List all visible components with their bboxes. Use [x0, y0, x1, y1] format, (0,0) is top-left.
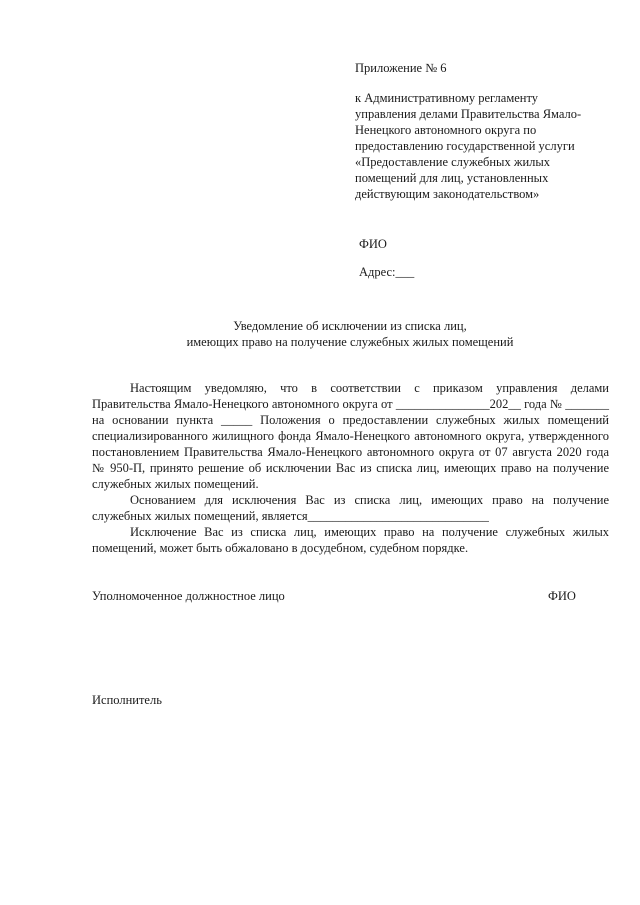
appendix-line: действующим законодательством»	[355, 187, 540, 201]
official-name: ФИО	[548, 589, 576, 603]
recipient-address: Адрес:___	[359, 265, 415, 279]
appendix-header	[355, 60, 600, 202]
notice-title-line: Уведомление об исключении из списка лиц,	[233, 319, 467, 333]
appendix-line: помещений для лиц, установленных	[355, 171, 549, 185]
appendix-line: предоставлению государственной услуги	[355, 139, 575, 153]
notice-title-line: имеющих право на получение служебных жилых помещений	[186, 335, 514, 349]
notice-paragraph: Исключение Вас из списка лиц, имеющих право на получение служебных жилых помещений, может быть обжаловано в досудебном, судебном порядке.	[92, 525, 609, 555]
appendix-line: «Предоставление служебных жилых	[355, 155, 551, 169]
appendix-line: к Административному регламенту	[355, 91, 539, 105]
appendix-line: управления делами Правительства Ямало-	[355, 107, 582, 121]
notice-body	[92, 380, 609, 556]
executor-label: Исполнитель	[92, 693, 162, 707]
notice-title	[80, 318, 620, 350]
official-label: Уполномоченное должностное лицо	[92, 589, 285, 603]
recipient-name: ФИО	[359, 237, 387, 251]
appendix-line: Ненецкого автономного округа по	[355, 123, 537, 137]
notice-paragraph: Настоящим уведомляю, что в соответствии с приказом управления делами Правительства Ямало-Ненецкого автономного округа от _______________202__ года № _______ на основании пункта _____ Положения о предоставлении служебных жилых помещений специализированного жилищного фонда Ямало-Ненецкого автономного округа, утвержденного постановлением Правительства Ямало-Ненецкого автономного округа от 07 августа 2020 года № 950-П, принято решение об исключении Вас из списка лиц, имеющих право на получение служебных жилых помещений.	[92, 381, 609, 491]
notice-paragraph: Основанием для исключения Вас из списка лиц, имеющих право на получение служебных жилых помещений, является_____________________________	[92, 493, 609, 523]
appendix-title: Приложение № 6	[355, 61, 447, 75]
